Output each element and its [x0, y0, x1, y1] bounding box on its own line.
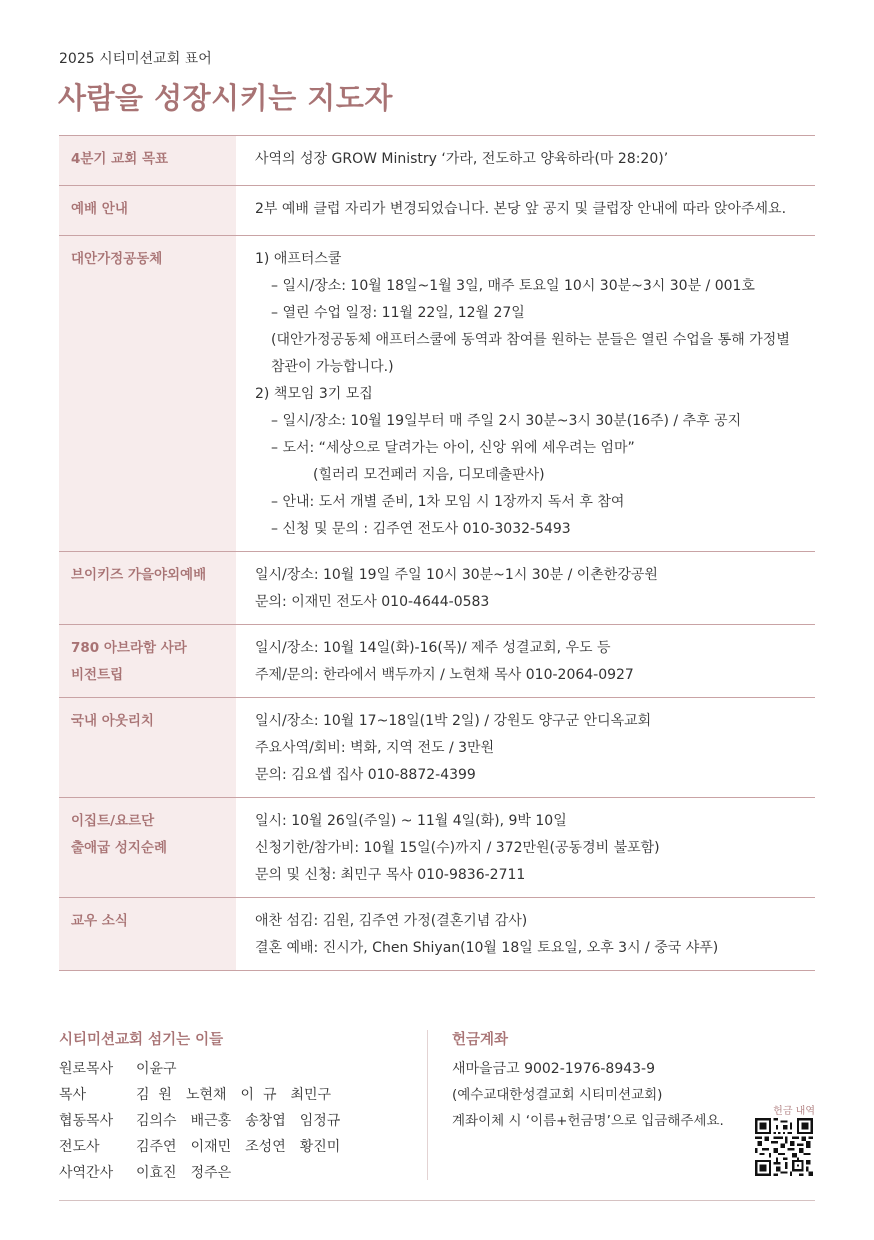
- staff-name: 황진미: [299, 1139, 341, 1155]
- staff-row: [59, 1056, 419, 1082]
- offering-title: 헌금계좌: [452, 1032, 509, 1048]
- row-content-line: 문의 및 신청: 최민구 목사 010-9836-2711: [255, 867, 526, 883]
- row-content-line: – 일시/장소: 10월 19일부터 매 주일 2시 30분~3시 30분(16주) / 추후 공지: [271, 413, 742, 429]
- staff-role: 원로목사: [59, 1061, 114, 1077]
- staff-title: 시티미션교회 섬기는 이들: [59, 1032, 224, 1048]
- row-content-line: 2부 예배 클럽 자리가 변경되었습니다. 본당 앞 공지 및 클럽장 안내에 따라 앉아주세요.: [255, 201, 787, 217]
- row-content-line: – 신청 및 문의 : 김주연 전도사 010-3032-5493: [271, 521, 571, 537]
- row-label: [59, 186, 236, 235]
- staff-role: 목사: [59, 1087, 87, 1103]
- row-content: [236, 798, 815, 897]
- table-row: [59, 186, 815, 236]
- staff-name: 정주은: [190, 1165, 232, 1181]
- header-subtitle: 2025 시티미션교회 표어: [59, 51, 212, 67]
- row-content-line: 결혼 예배: 진시가, Chen Shiyan(10월 18일 토요일, 오후 3시 / 중국 샤푸): [255, 940, 719, 956]
- staff-name: 김의수: [136, 1113, 177, 1129]
- row-content-line: 참관이 가능합니다.): [271, 359, 394, 375]
- row-content: [236, 186, 815, 235]
- row-label-line: 교우 소식: [71, 913, 128, 929]
- table-row: [59, 136, 815, 186]
- row-label-line: 예배 안내: [71, 201, 128, 217]
- row-content-line: (대안가정공동체 애프터스쿨에 동역과 참여를 원하는 분들은 열린 수업을 통해 가정별: [271, 332, 790, 348]
- row-content-line: – 도서: “세상으로 달려가는 아이, 신앙 위에 세우려는 엄마”: [271, 440, 635, 456]
- row-label: [59, 625, 236, 697]
- row-content-line: 문의: 김요셉 집사 010-8872-4399: [255, 767, 476, 783]
- staff-name: 노현채: [185, 1087, 227, 1103]
- offering-holder: (예수교대한성결교회 시티미션교회): [452, 1087, 663, 1103]
- row-content: [236, 625, 815, 697]
- row-label-line: 출애굽 성지순례: [71, 840, 167, 856]
- staff-row: [59, 1160, 419, 1186]
- row-label-line: 대안가정공동체: [71, 251, 163, 267]
- row-content-line: (힐러리 모건페러 지음, 디모데출판사): [313, 467, 545, 483]
- row-content-line: – 일시/장소: 10월 18일~1월 3일, 매주 토요일 10시 30분~3시 30분 / 001호: [271, 278, 755, 294]
- row-content: [236, 552, 815, 624]
- qr-label: 헌금 내역: [773, 1106, 815, 1117]
- row-content-line: 일시/장소: 10월 17~18일(1박 2일) / 강원도 양구군 안디옥교회: [255, 713, 652, 729]
- row-content-line: 2) 책모임 3기 모집: [255, 386, 373, 402]
- table-row: [59, 625, 815, 698]
- row-label: [59, 698, 236, 797]
- row-content: [236, 136, 815, 185]
- row-label-line: 780 아브라함 사라: [71, 640, 187, 656]
- table-row: [59, 898, 815, 971]
- row-content-line: – 안내: 도서 개별 준비, 1차 모임 시 1장까지 독서 후 참여: [271, 494, 625, 510]
- staff-name: 김주연: [136, 1139, 177, 1155]
- offering-section: [452, 1030, 815, 1180]
- table-row: [59, 798, 815, 898]
- staff-role: 협동목사: [59, 1113, 114, 1129]
- footer-divider: [427, 1030, 428, 1180]
- row-label-line: 비전트립: [71, 667, 124, 683]
- row-content: [236, 898, 815, 970]
- staff-name: 이재민: [190, 1139, 232, 1155]
- row-label-line: 국내 아웃리치: [71, 713, 154, 729]
- staff-name: 김 원: [136, 1087, 172, 1103]
- staff-row: [59, 1134, 419, 1160]
- row-label-line: 4분기 교회 목표: [71, 151, 169, 167]
- staff-name: 임정규: [299, 1113, 341, 1129]
- row-label-line: 이집트/요르단: [71, 813, 155, 829]
- row-label-line: 브이키즈 가을야외예배: [71, 567, 207, 583]
- offering-note: 계좌이체 시 ‘이름+헌금명’으로 입금해주세요.: [452, 1113, 724, 1129]
- row-content-line: 주요사역/회비: 벽화, 지역 전도 / 3만원: [255, 740, 495, 756]
- staff-name: 조성연: [245, 1139, 286, 1155]
- staff-name: 송창엽: [245, 1113, 286, 1129]
- row-content-line: 애찬 섬김: 김원, 김주연 가정(결혼기념 감사): [255, 913, 528, 929]
- row-content: [236, 236, 815, 551]
- offering-account: 새마을금고 9002-1976-8943-9: [452, 1061, 656, 1077]
- page-title: 사람을 성장시키는 지도자: [58, 81, 393, 115]
- footer: [59, 1030, 815, 1185]
- row-content-line: 문의: 이재민 전도사 010-4644-0583: [255, 594, 490, 610]
- row-content-line: 사역의 성장 GROW Ministry ‘가라, 전도하고 양육하라(마 28:20)’: [255, 151, 669, 167]
- row-content-line: 신청기한/참가비: 10월 15일(수)까지 / 372만원(공동경비 불포함): [255, 840, 660, 856]
- staff-name: 이윤구: [136, 1061, 177, 1077]
- row-content-line: 주제/문의: 한라에서 백두까지 / 노현채 목사 010-2064-0927: [255, 667, 634, 683]
- row-content-line: 1) 애프터스쿨: [255, 251, 342, 267]
- row-content-line: 일시/장소: 10월 19일 주일 10시 30분~1시 30분 / 이촌한강공원: [255, 567, 658, 583]
- staff-row: [59, 1108, 419, 1134]
- qr-code-icon[interactable]: [755, 1118, 813, 1176]
- table-row: [59, 698, 815, 798]
- row-content-line: – 열린 수업 일정: 11월 22일, 12월 27일: [271, 305, 525, 321]
- bottom-rule: [59, 1200, 815, 1201]
- row-content-line: 일시: 10월 26일(주일) ~ 11월 4일(화), 9박 10일: [255, 813, 567, 829]
- row-label: [59, 136, 236, 185]
- staff-section: [59, 1030, 419, 1186]
- staff-row: [59, 1082, 419, 1108]
- staff-name: 배근홍: [190, 1113, 232, 1129]
- table-row: [59, 552, 815, 625]
- row-label: [59, 236, 236, 551]
- row-label: [59, 552, 236, 624]
- staff-role: 전도사: [59, 1139, 100, 1155]
- staff-role: 사역간사: [59, 1165, 114, 1181]
- table-row: [59, 236, 815, 552]
- staff-name: 이 규: [240, 1087, 277, 1103]
- announcement-table: [59, 135, 815, 971]
- row-content: [236, 698, 815, 797]
- staff-name: 최민구: [290, 1087, 332, 1103]
- row-label: [59, 898, 236, 970]
- staff-name: 이효진: [136, 1165, 177, 1181]
- row-content-line: 일시/장소: 10월 14일(화)-16(목)/ 제주 성결교회, 우도 등: [255, 640, 611, 656]
- row-label: [59, 798, 236, 897]
